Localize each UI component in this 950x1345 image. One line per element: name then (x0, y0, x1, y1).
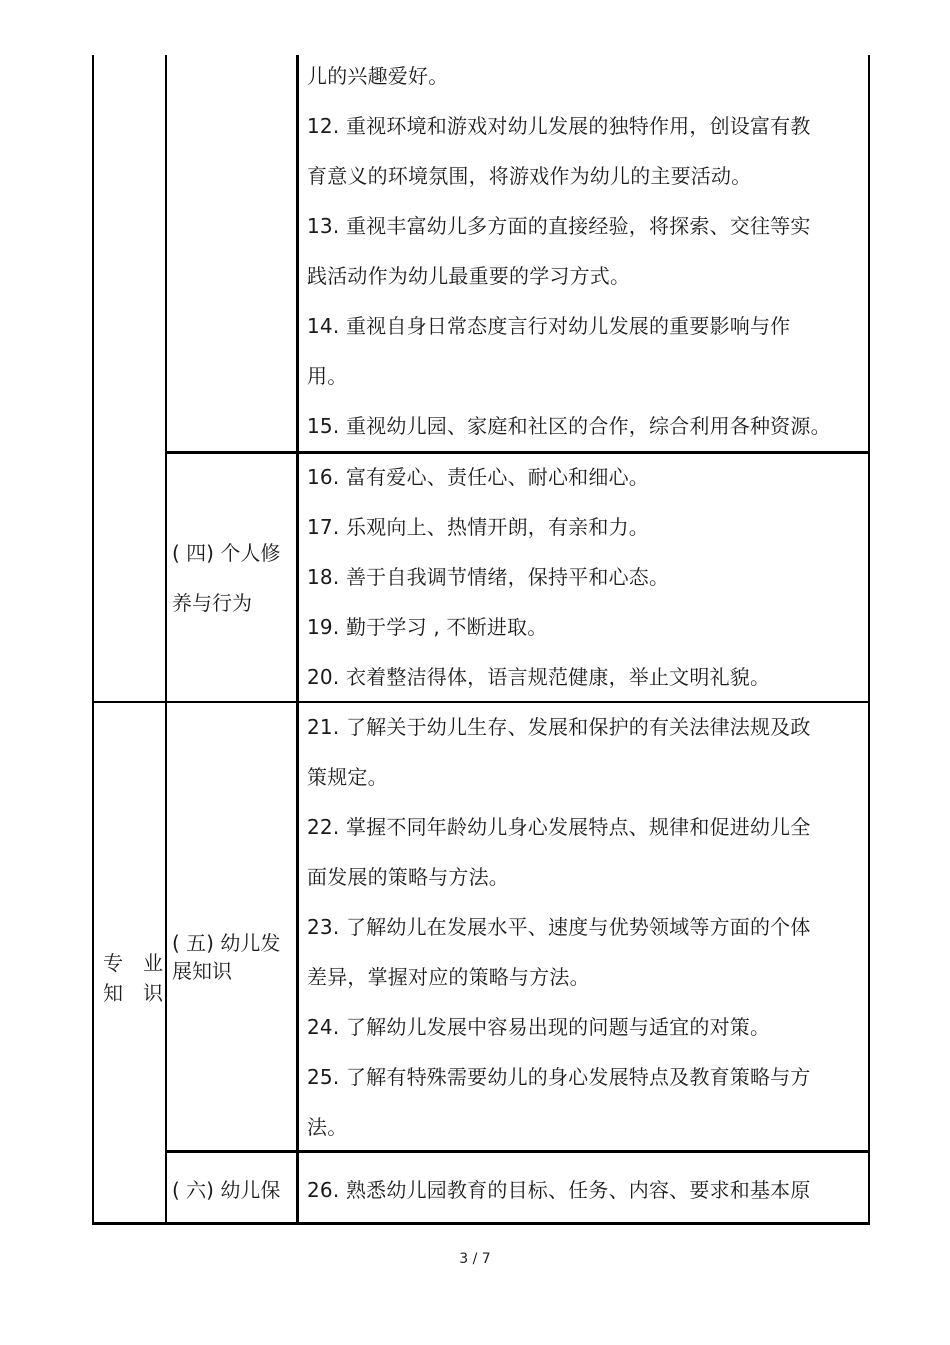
item-line: 差异，掌握对应的策略与方法。 (307, 965, 590, 989)
item-line: 16. 富有爱心、责任心、耐心和细心。 (307, 465, 649, 489)
item-line: 14. 重视自身日常态度言行对幼儿发展的重要影响与作 (307, 314, 791, 338)
category-label: ( 六) 幼儿保 (172, 1178, 281, 1202)
category-label: ( 五) 幼儿发 (172, 931, 281, 955)
item-line: 策规定。 (307, 765, 388, 789)
row-divider-1 (165, 451, 870, 454)
table-border-right (868, 55, 870, 1225)
item-line: 儿的兴趣爱好。 (307, 64, 449, 88)
domain-label: 知识 (103, 981, 183, 1005)
category-label: 展知识 (172, 959, 232, 983)
page-number: 3 / 7 (459, 1251, 491, 1267)
table-divider-category (296, 55, 299, 1225)
item-line: 法。 (307, 1115, 348, 1139)
item-line: 25. 了解有特殊需要幼儿的身心发展特点及教育策略与方 (307, 1065, 811, 1089)
category-label: ( 四) 个人修 (172, 541, 281, 565)
item-line: 18. 善于自我调节情绪，保持平和心态。 (307, 565, 670, 589)
item-line: 践活动作为幼儿最重要的学习方式。 (307, 264, 631, 288)
item-line: 23. 了解幼儿在发展水平、速度与优势领域等方面的个体 (307, 915, 811, 939)
item-line: 19. 勤于学习 , 不断进取。 (307, 615, 548, 639)
item-line: 20. 衣着整洁得体，语言规范健康，举止文明礼貌。 (307, 665, 771, 689)
category-label: 养与行为 (172, 591, 252, 615)
item-line: 用。 (307, 364, 348, 388)
domain-label: 专业 (103, 951, 183, 975)
item-line: 24. 了解幼儿发展中容易出现的问题与适宜的对策。 (307, 1015, 771, 1039)
item-line: 12. 重视环境和游戏对幼儿发展的独特作用，创设富有教 (307, 114, 811, 138)
table-divider-domain (165, 55, 167, 1225)
row-divider-2 (92, 701, 870, 703)
item-line: 21. 了解关于幼儿生存、发展和保护的有关法律法规及政 (307, 715, 811, 739)
item-line: 15. 重视幼儿园、家庭和社区的合作，综合利用各种资源。 (307, 414, 831, 438)
item-line: 17. 乐观向上、热情开朗，有亲和力。 (307, 515, 649, 539)
table-border-left (92, 55, 94, 1225)
item-line: 育意义的环境氛围，将游戏作为幼儿的主要活动。 (307, 164, 752, 188)
item-line: 26. 熟悉幼儿园教育的目标、任务、内容、要求和基本原 (307, 1178, 811, 1202)
table-border-bottom (92, 1222, 870, 1225)
item-line: 13. 重视丰富幼儿多方面的直接经验，将探索、交往等实 (307, 214, 811, 238)
item-line: 面发展的策略与方法。 (307, 865, 509, 889)
item-line: 22. 掌握不同年龄幼儿身心发展特点、规律和促进幼儿全 (307, 815, 811, 839)
row-divider-3 (165, 1150, 870, 1153)
